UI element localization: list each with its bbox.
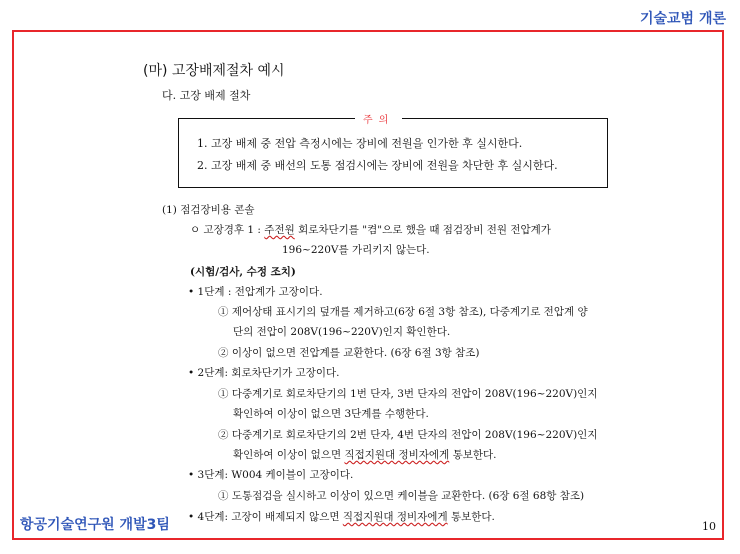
step-1-2: ② 이상이 없으면 전압계를 교환한다. (6장 6절 3항 참조) bbox=[218, 347, 480, 359]
caution-label: 주의 bbox=[355, 111, 402, 126]
step-4-text: • 4단계: 고장이 배제되지 않으면 bbox=[188, 511, 343, 523]
step-2-2-underlined: 직접지원대 정비자에게 bbox=[344, 449, 450, 461]
section-subtitle: 다. 고장 배제 절차 bbox=[162, 89, 251, 102]
test-heading: (시험/검사, 수정 조치) bbox=[190, 266, 296, 278]
caution-line-1: 1. 고장 배제 중 전압 측정시에는 장비에 전원을 인가한 후 실시한다. bbox=[197, 137, 523, 150]
step-1: • 1단계 : 전압계가 고장이다. bbox=[188, 286, 323, 298]
caution-box bbox=[178, 115, 608, 188]
step-2-2-line-2 bbox=[233, 447, 496, 462]
caution-line-2: 2. 고장 배제 중 배선의 도통 점검시에는 장비에 전원을 차단한 후 실시한다. bbox=[197, 159, 558, 172]
step-4-tail: 통보한다. bbox=[447, 511, 495, 523]
step-2: • 2단계: 회로차단기가 고장이다. bbox=[188, 367, 340, 379]
step-2-2-line-1: ② 다중계기로 회로차단기의 2번 단자, 4번 단자의 전압이 208V(196~220V)인지 bbox=[218, 429, 598, 441]
step-2-2-tail: 통보한다. bbox=[449, 449, 497, 461]
step-3: • 3단계: W004 케이블이 고장이다. bbox=[188, 469, 354, 481]
step-1-1-line-2: 단의 전압이 208V(196~220V)인지 확인한다. bbox=[233, 326, 451, 338]
step-4 bbox=[188, 509, 495, 524]
step-2-1-line-1: ① 다중계기로 회로차단기의 1번 단자, 3번 단자의 전압이 208V(196~220V)인지 bbox=[218, 388, 598, 400]
section-title: (마) 고장배제절차 예시 bbox=[143, 63, 285, 79]
step-1-1-line-1: ① 제어상태 표시기의 덮개를 제거하고(6장 6절 3항 참조), 다중계기로 전압계 양 bbox=[218, 306, 588, 318]
step-3-1: ① 도통점검을 실시하고 이상이 있으면 케이블을 교환한다. (6장 6절 68항 참조) bbox=[218, 490, 585, 502]
step-2-2-text: 확인하여 이상이 없으면 bbox=[233, 449, 345, 461]
page-number: 10 bbox=[702, 520, 716, 533]
symptom-text: 회로차단기를 "켬"으로 했을 때 점검장비 전원 전압계가 bbox=[294, 224, 551, 236]
page-frame bbox=[12, 30, 724, 540]
step-2-1-line-2: 확인하여 이상이 없으면 3단계를 수행한다. bbox=[233, 408, 429, 420]
step-4-underlined: 직접지원대 정비자에게 bbox=[342, 511, 448, 523]
document-header-title: 기술교범 개론 bbox=[639, 11, 726, 27]
symptom-line-2: 196~220V를 가리키지 않는다. bbox=[282, 244, 430, 256]
item-heading: (1) 점검장비용 콘솔 bbox=[162, 204, 255, 216]
symptom-underlined-term: 주전원 bbox=[264, 224, 295, 236]
footer-organization: 항공기술연구원 개발3팀 bbox=[20, 517, 170, 533]
symptom-prefix: ㅇ 고장경후 1 : bbox=[190, 224, 265, 236]
symptom-line-1 bbox=[190, 222, 551, 237]
